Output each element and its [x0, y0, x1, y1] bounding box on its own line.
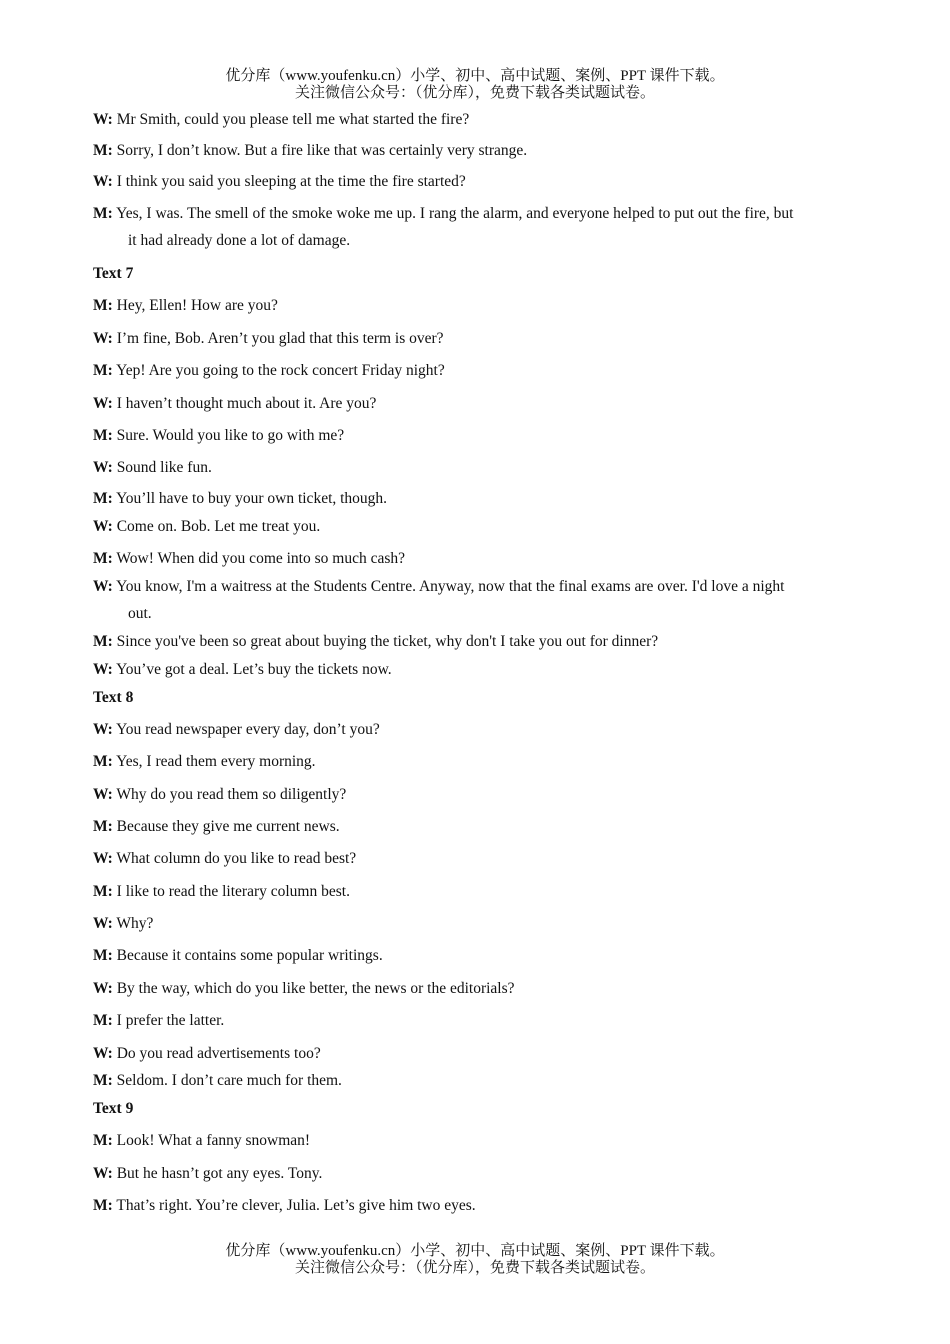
dialogue-continuation: it had already done a lot of damage. [128, 232, 351, 249]
dialogue-line [93, 361, 858, 381]
dialogue-line [93, 1196, 858, 1216]
dialogue-line [93, 394, 858, 414]
speaker-label: W: [93, 395, 113, 412]
dialogue-line [93, 946, 858, 966]
dialogue-text: I prefer the latter. [116, 1012, 225, 1029]
dialogue-line [93, 632, 858, 652]
dialogue-text: You’ve got a deal. Let’s buy the tickets now. [116, 661, 392, 678]
dialogue-line [93, 329, 858, 349]
speaker-label: M: [93, 205, 113, 222]
dialogue-text: You read newspaper every day, don’t you? [116, 721, 380, 738]
dialogue-text: I haven’t thought much about it. Are you? [116, 395, 377, 412]
speaker-label: M: [93, 362, 113, 379]
speaker-label: W: [93, 1045, 113, 1062]
dialogue-line [93, 517, 858, 537]
header-line-1: 优分库（www.youfenku.cn）小学、初中、高中试题、案例、PPT 课件下载。 [225, 68, 725, 84]
speaker-label: W: [93, 721, 113, 738]
dialogue-text: Sound like fun. [116, 459, 212, 476]
dialogue-text: Yep! Are you going to the rock concert Friday night? [116, 362, 445, 379]
speaker-label: W: [93, 518, 113, 535]
speaker-label: W: [93, 1165, 113, 1182]
speaker-label: M: [93, 1012, 113, 1029]
dialogue-text: Sure. Would you like to go with me? [116, 427, 345, 444]
dialogue-text: Sorry, I don’t know. But a fire like that was certainly very strange. [116, 142, 528, 159]
dialogue-line [93, 660, 858, 680]
speaker-label: W: [93, 661, 113, 678]
speaker-label: W: [93, 578, 113, 595]
dialogue-line [93, 882, 858, 902]
speaker-label: M: [93, 297, 113, 314]
section-title-text-7: Text 7 [93, 265, 134, 282]
speaker-label: M: [93, 633, 113, 650]
dialogue-line [93, 1071, 858, 1091]
dialogue-text: I like to read the literary column best. [116, 883, 350, 900]
dialogue-text: Do you read advertisements too? [116, 1045, 321, 1062]
dialogue-text: Seldom. I don’t care much for them. [116, 1072, 342, 1089]
speaker-label: M: [93, 947, 113, 964]
dialogue-text: Yes, I read them every morning. [116, 753, 316, 770]
speaker-label: M: [93, 1132, 113, 1149]
dialogue-line [93, 1164, 858, 1184]
dialogue-text: Hey, Ellen! How are you? [116, 297, 278, 314]
page-header [0, 68, 950, 102]
footer-line-2: 关注微信公众号：（优分库），免费下载各类试题试卷。 [294, 1260, 655, 1276]
dialogue-text: That’s right. You’re clever, Julia. Let’s give him two eyes. [116, 1197, 476, 1214]
dialogue-line [93, 1044, 858, 1064]
dialogue-text: You’ll have to buy your own ticket, though. [116, 490, 388, 507]
speaker-label: W: [93, 850, 113, 867]
dialogue-text: I’m fine, Bob. Aren’t you glad that this term is over? [116, 330, 444, 347]
dialogue-line [93, 141, 858, 161]
dialogue-text: Because it contains some popular writings. [116, 947, 383, 964]
page-footer [0, 1243, 950, 1277]
speaker-label: M: [93, 550, 113, 567]
dialogue-text: You know, I'm a waitress at the Students Centre. Anyway, now that the final exams are over. I'd love a night [116, 578, 785, 595]
section-title-text-8: Text 8 [93, 689, 134, 706]
dialogue-line [93, 489, 858, 509]
dialogue-line [93, 785, 858, 805]
dialogue-text: Why? [116, 915, 154, 932]
dialogue-line [93, 577, 858, 624]
dialogue-text: Look! What a fanny snowman! [116, 1132, 311, 1149]
dialogue-text: Mr Smith, could you please tell me what started the fire? [116, 111, 470, 128]
speaker-label: W: [93, 111, 113, 128]
speaker-label: M: [93, 818, 113, 835]
dialogue-line [93, 172, 858, 192]
dialogue-line [93, 426, 858, 446]
footer-line-1: 优分库（www.youfenku.cn）小学、初中、高中试题、案例、PPT 课件下载。 [225, 1243, 725, 1259]
speaker-label: M: [93, 142, 113, 159]
speaker-label: M: [93, 1197, 113, 1214]
dialogue-text: Why do you read them so diligently? [116, 786, 347, 803]
dialogue-line [93, 720, 858, 740]
speaker-label: W: [93, 459, 113, 476]
dialogue-line [93, 1131, 858, 1151]
dialogue-line [93, 110, 858, 130]
dialogue-text: Because they give me current news. [116, 818, 340, 835]
speaker-label: M: [93, 1072, 113, 1089]
dialogue-continuation: out. [128, 605, 152, 622]
dialogue-text: But he hasn’t got any eyes. Tony. [116, 1165, 323, 1182]
dialogue-line [93, 979, 858, 999]
section-title-text-9: Text 9 [93, 1100, 134, 1117]
dialogue-line [93, 849, 858, 869]
dialogue-line [93, 1011, 858, 1031]
dialogue-text: Come on. Bob. Let me treat you. [116, 518, 321, 535]
dialogue-text: Wow! When did you come into so much cash? [116, 550, 406, 567]
speaker-label: W: [93, 330, 113, 347]
dialogue-line [93, 204, 858, 251]
dialogue-text: By the way, which do you like better, the news or the editorials? [116, 980, 515, 997]
speaker-label: W: [93, 980, 113, 997]
header-line-2: 关注微信公众号：（优分库），免费下载各类试题试卷。 [294, 85, 655, 101]
dialogue-text: What column do you like to read best? [116, 850, 357, 867]
speaker-label: M: [93, 490, 113, 507]
dialogue-line [93, 914, 858, 934]
dialogue-text: Yes, I was. The smell of the smoke woke me up. I rang the alarm, and everyone helped to put out the fire, but [116, 205, 794, 222]
speaker-label: M: [93, 427, 113, 444]
dialogue-line [93, 817, 858, 837]
dialogue-line [93, 549, 858, 569]
dialogue-text: I think you said you sleeping at the time the fire started? [116, 173, 466, 190]
dialogue-line [93, 752, 858, 772]
dialogue-text: Since you've been so great about buying the ticket, why don't I take you out for dinner? [116, 633, 659, 650]
speaker-label: W: [93, 173, 113, 190]
dialogue-line [93, 296, 858, 316]
speaker-label: M: [93, 883, 113, 900]
speaker-label: M: [93, 753, 113, 770]
speaker-label: W: [93, 915, 113, 932]
speaker-label: W: [93, 786, 113, 803]
dialogue-line [93, 458, 858, 478]
